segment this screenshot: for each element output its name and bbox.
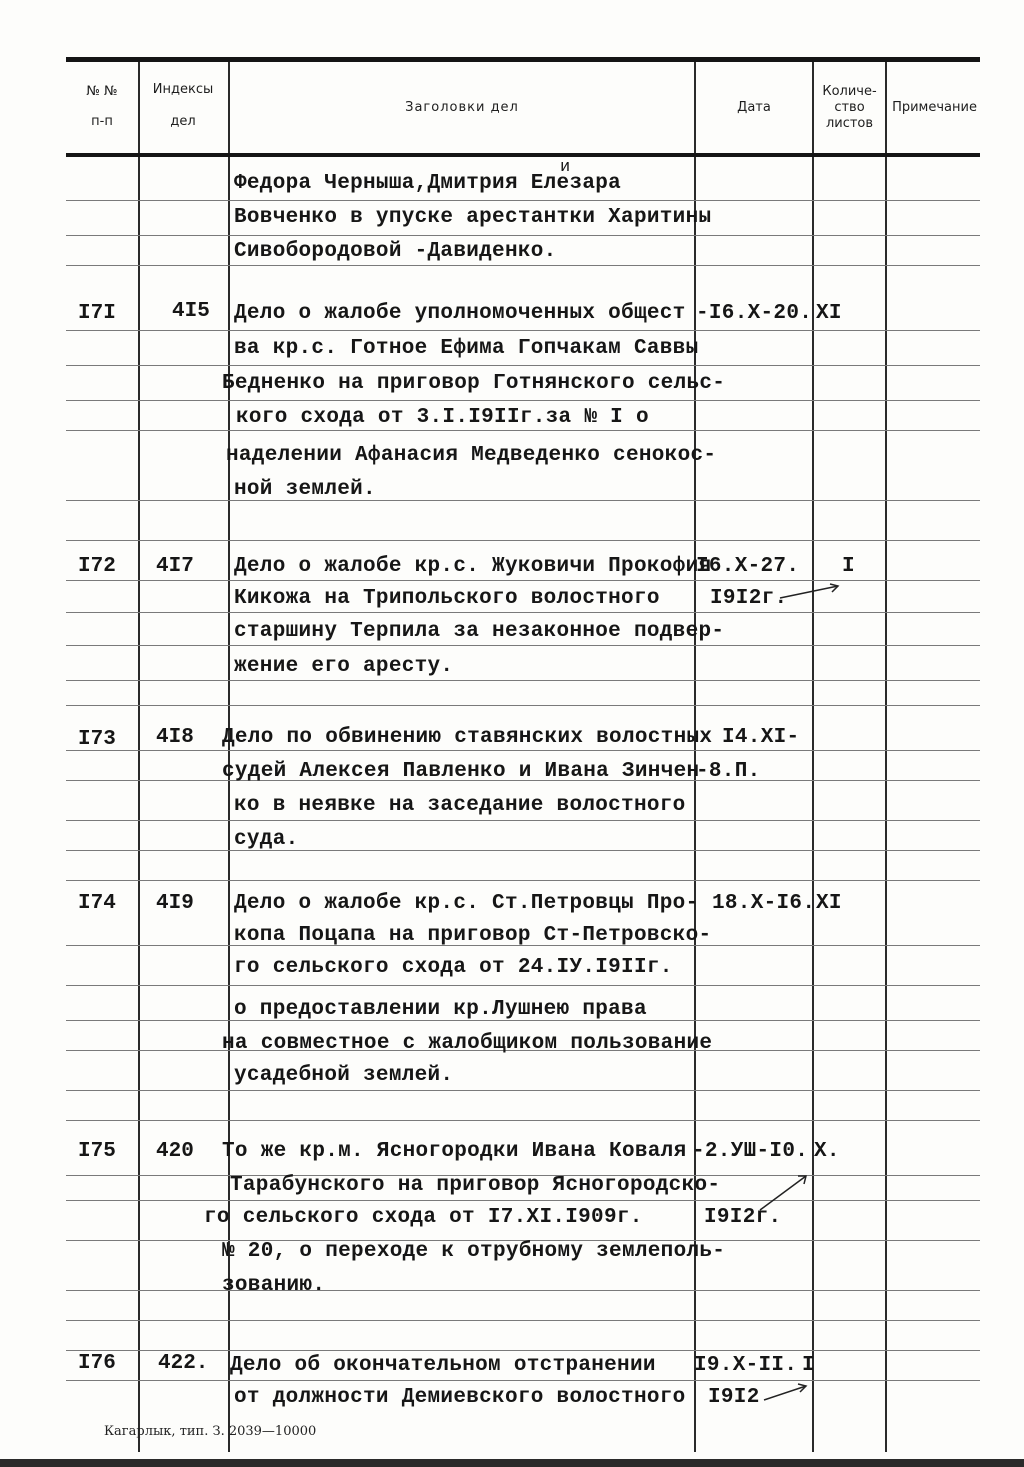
header-count: [814, 84, 885, 132]
record-title-line: зованию.: [222, 1274, 326, 1297]
continuation-insert: и: [560, 158, 571, 177]
record-date-year: I9I2: [708, 1386, 760, 1409]
col-divider-date: [812, 62, 814, 1452]
record-date: 18.X-I6.: [712, 892, 816, 915]
record-date-year: I9I2г.: [704, 1206, 782, 1229]
record-title-line: го сельского схода от I7.XI.I909г.: [204, 1206, 643, 1229]
top-rule: [66, 57, 980, 62]
record-index: 422.: [158, 1352, 209, 1375]
rule: [66, 500, 980, 501]
record-title-line: суда.: [234, 828, 299, 851]
record-sheet-count: I: [802, 1354, 815, 1377]
header-num: [66, 84, 138, 130]
rule: [66, 750, 980, 751]
rule: [66, 1290, 980, 1291]
record-sheet-count: XI: [816, 302, 842, 325]
arrow-mark: [798, 1384, 806, 1392]
record-index: 4I7: [156, 555, 194, 578]
rule: [66, 265, 980, 266]
rule: [66, 705, 980, 706]
record-title-line: Дело об окончательном отстранении: [230, 1354, 656, 1377]
record-title-line: жение его аресту.: [234, 655, 454, 678]
record-title-line: старшину Терпила за незаконное подвер-: [234, 620, 725, 643]
continuation-line: Сивобородовой -Давиденко.: [234, 240, 557, 263]
record-title-line: усадебной землей.: [234, 1064, 454, 1087]
header-bottom-rule: [66, 153, 980, 157]
record-date-year: I9I2г.: [710, 587, 788, 610]
continuation-line: Вовченко в упуске арестантки Харитины: [234, 206, 712, 229]
record-date: I6.X-27.: [696, 555, 800, 578]
record-title-line: Тарабунского на приговор Ясногородско-: [230, 1174, 721, 1197]
arrow-mark: [760, 1176, 806, 1210]
record-index: 4I5: [172, 300, 210, 323]
rule: [66, 680, 980, 681]
rule: [66, 365, 980, 366]
arrow-mark: [764, 1386, 806, 1400]
rule: [66, 1320, 980, 1321]
printer-imprint: Кагарлык, тип. З. 2039—10000: [104, 1424, 317, 1439]
record-title-line: го сельского схода от 24.IУ.I9IIг.: [234, 956, 673, 979]
record-title-line: о предоставлении кр.Лушнею права: [234, 998, 647, 1021]
rule: [66, 850, 980, 851]
continuation-line: Федора Черныша,Дмитрия Елезара: [234, 172, 622, 195]
header-index-label: Индексы: [152, 82, 214, 97]
rule: [66, 820, 980, 821]
header-index-sub: дел: [170, 114, 196, 129]
record-title-line: То же кр.м. Ясногородки Ивана Коваля: [222, 1140, 687, 1163]
header-date: Дата: [737, 100, 771, 115]
arrow-mark: [780, 586, 838, 598]
rule: [66, 400, 980, 401]
record-sheet-count: X.: [814, 1140, 840, 1163]
rule: [66, 1380, 980, 1381]
header-count-line1: Количе-: [822, 84, 877, 99]
rule: [66, 880, 980, 881]
record-title-line: Дело о жалобе кр.с. Ст.Петровцы Про-: [234, 892, 699, 915]
col-divider-num: [138, 62, 140, 1452]
rule: [66, 612, 980, 613]
rule: [66, 540, 980, 541]
rule: [66, 1200, 980, 1201]
header-count-line2: ство: [834, 100, 865, 115]
record-title-line: № 20, о переходе к отрубному землеполь-: [222, 1240, 726, 1263]
record-title-line: Кикожа на Трипольского волостного: [234, 587, 660, 610]
record-title-line: Дело о жалобе кр.с. Жуковичи Прокофия: [234, 555, 712, 578]
record-number: I72: [78, 555, 116, 578]
header-num-sub: п-п: [91, 114, 113, 129]
record-date: -I6.X-20.: [696, 302, 813, 325]
record-number: I75: [78, 1140, 116, 1163]
rule: [66, 200, 980, 201]
rule: [66, 430, 980, 431]
record-index: 420: [156, 1140, 194, 1163]
rule: [66, 1350, 980, 1351]
record-sheet-count: XI: [816, 892, 842, 915]
record-number: I73: [78, 728, 116, 751]
rule: [66, 235, 980, 236]
arrow-mark: [830, 584, 838, 592]
record-title-line: ва кр.с. Готное Ефима Гопчакам Саввы: [234, 337, 699, 360]
record-title-line: на совместное с жалобщиком пользование: [222, 1032, 713, 1055]
header-count-line3: листов: [825, 116, 874, 131]
record-title-line: Дело по обвинению ставянских волостных: [222, 726, 713, 749]
rule: [66, 1120, 980, 1121]
arrow-mark: [798, 1176, 806, 1184]
record-title-line: Дело о жалобе уполномоченных общест: [234, 302, 686, 325]
record-number: I74: [78, 892, 116, 915]
record-title-line: ко в неявке на заседание волостного: [234, 794, 686, 817]
record-title-line: кого схода от 3.I.I9IIг.за № I о: [236, 406, 649, 429]
record-title-line: Бедненко на приговор Готнянского сельс-: [222, 372, 726, 395]
record-date: -2.УШ-I0.: [692, 1140, 809, 1163]
record-index: 4I8: [156, 726, 194, 749]
col-divider-count: [885, 62, 887, 1452]
record-date: I4.XI-: [722, 726, 800, 749]
header-num-label: № №: [86, 84, 118, 99]
record-title-line: ной землей.: [234, 478, 376, 501]
scan-edge: [0, 1459, 1024, 1467]
header-index: [138, 82, 228, 130]
record-title-line: судей Алексея Павленко и Ивана Зинчен: [222, 760, 700, 783]
rule: [66, 580, 980, 581]
record-title-line: копа Поцапа на приговор Ст-Петровско-: [234, 924, 712, 947]
record-index: 4I9: [156, 892, 194, 915]
rule: [66, 645, 980, 646]
rule: [66, 1090, 980, 1091]
record-sheet-count: I: [842, 555, 855, 578]
record-date: I9.X-II.: [694, 1354, 798, 1377]
record-date-end: -8.П.: [696, 760, 761, 783]
record-number: I7I: [78, 302, 116, 325]
header-title: Заголовки дел: [405, 100, 519, 115]
header-note: Примечание: [892, 100, 977, 115]
record-title-line: от должности Демиевского волостного: [234, 1386, 686, 1409]
record-title-line: наделении Афанасия Медведенко сенокос-: [226, 444, 717, 467]
record-number: I76: [78, 1352, 116, 1375]
rule: [66, 330, 980, 331]
rule: [66, 985, 980, 986]
